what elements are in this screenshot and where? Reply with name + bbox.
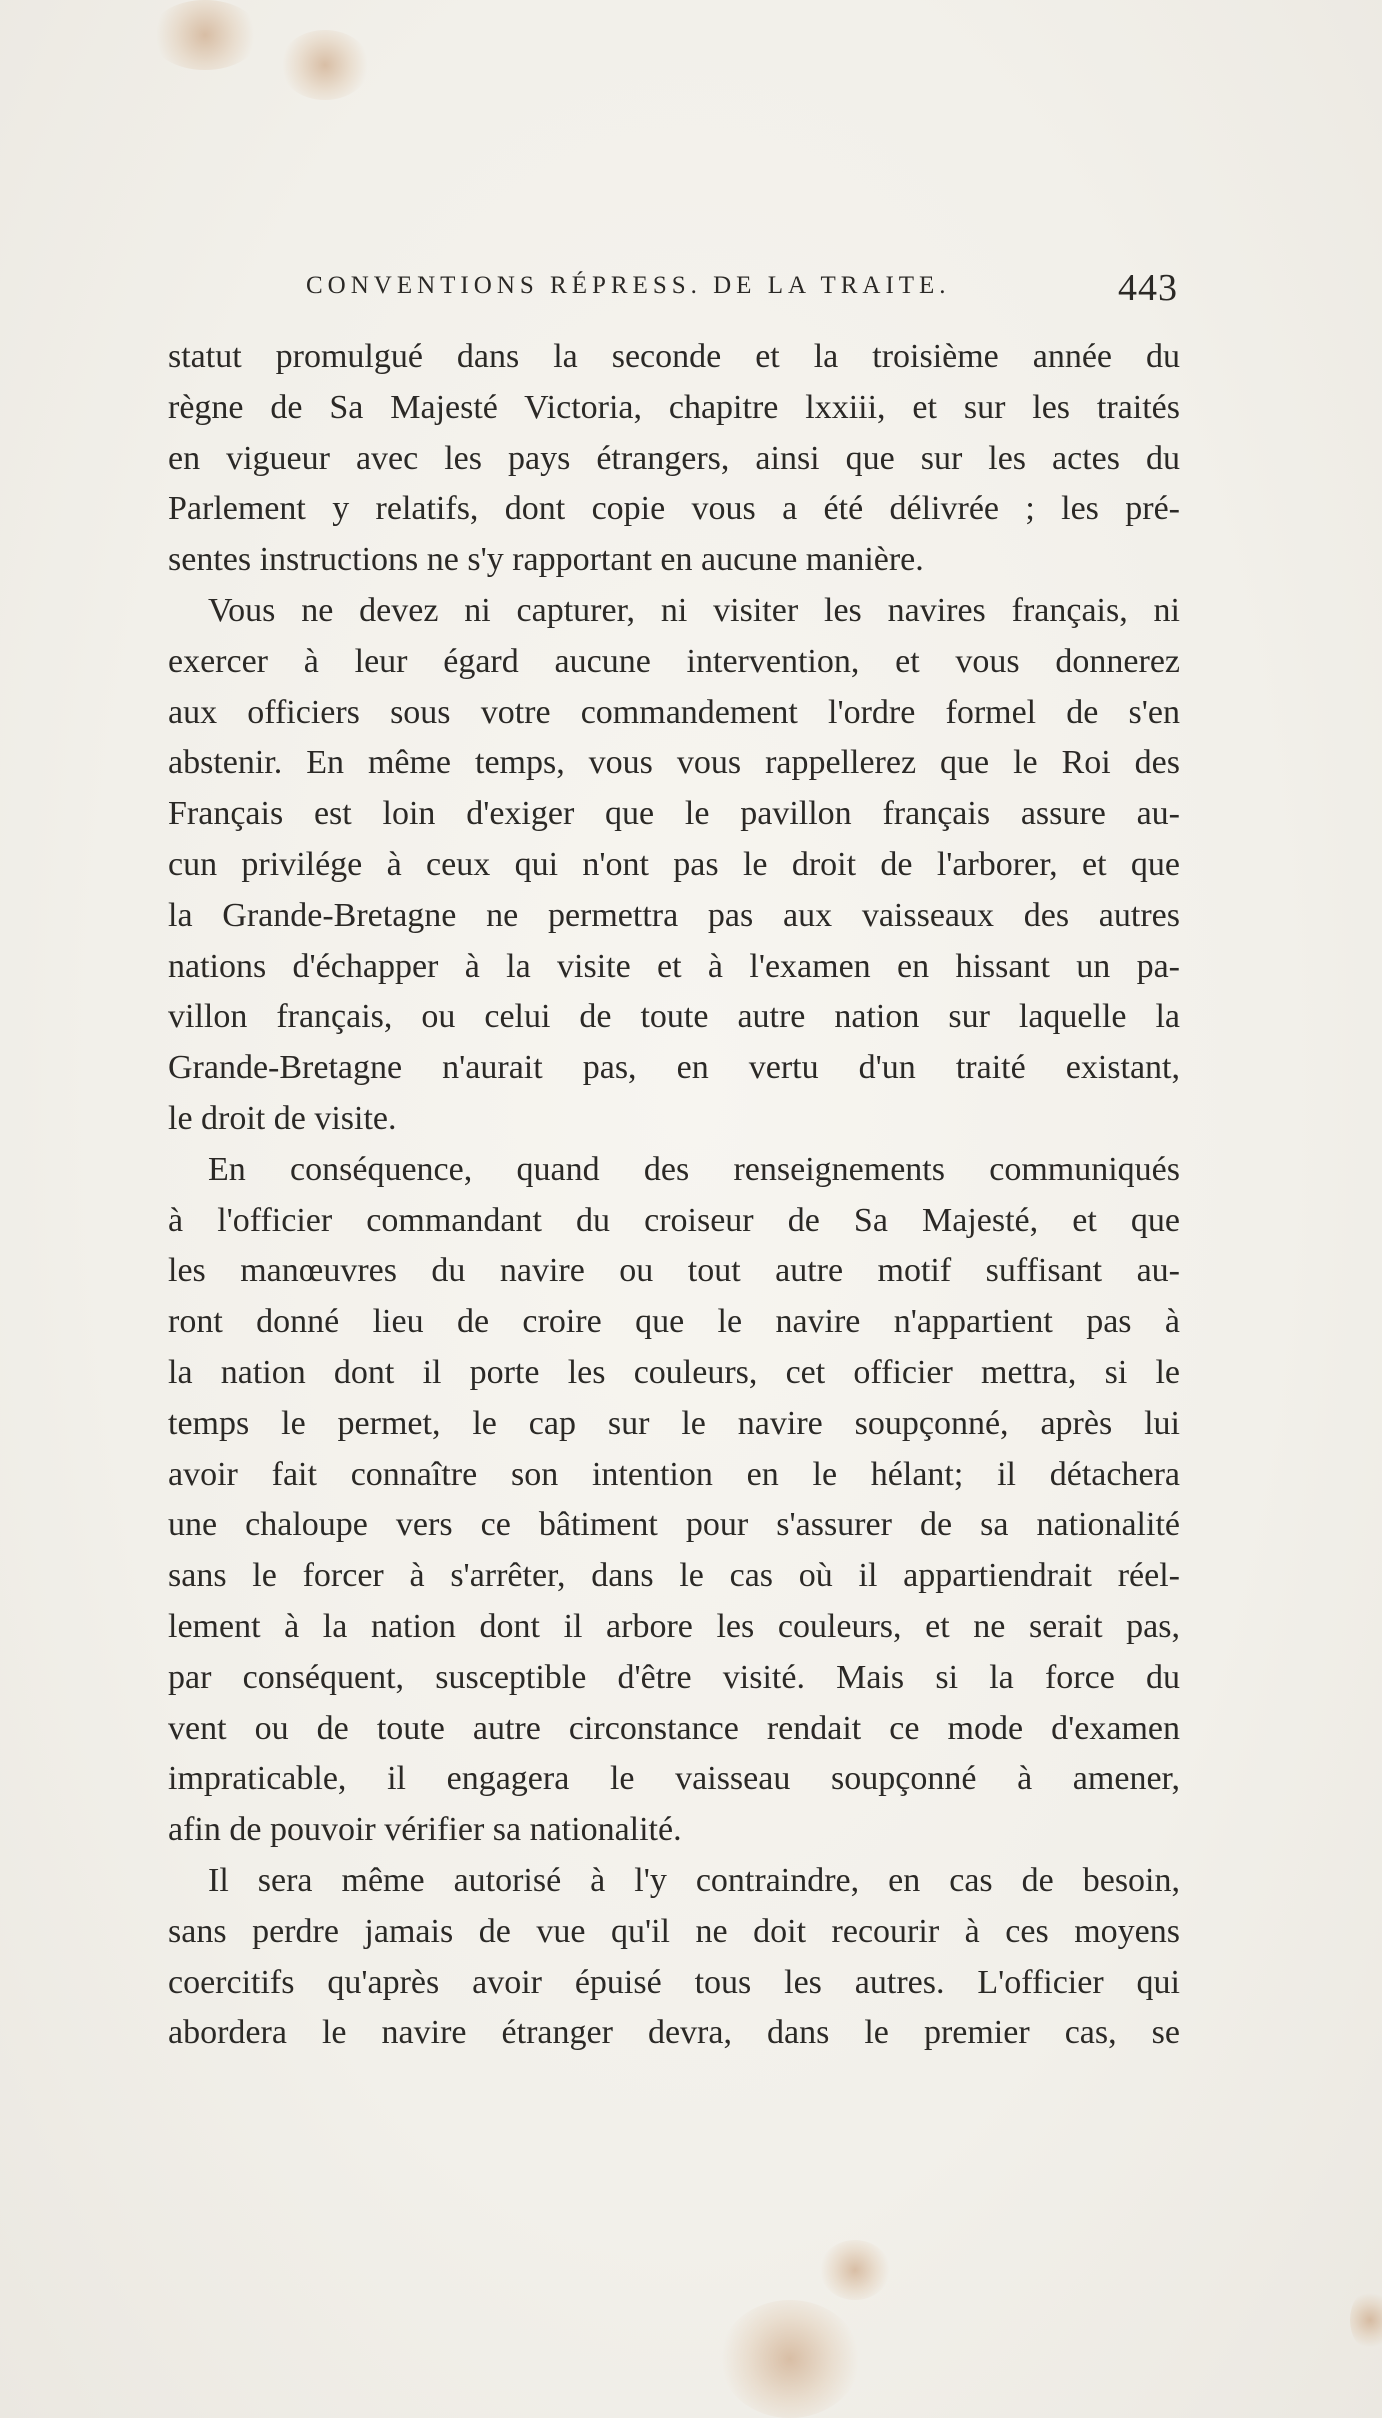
text-line: Parlement y relatifs, dont copie vous a été délivrée ; les pré-: [168, 490, 1180, 528]
text-line: lement à la nation dont il arbore les couleurs, et ne serait pas,: [168, 1607, 1180, 1645]
text-line: temps le permet, le cap sur le navire soupçonné, après lui: [168, 1404, 1180, 1442]
text-line: les manœuvres du navire ou tout autre motif suffisant au-: [168, 1252, 1180, 1290]
text-line: en vigueur avec les pays étrangers, ainsi que sur les actes du: [168, 439, 1180, 477]
running-header: [170, 266, 1178, 316]
paragraph-start-line: Vous ne devez ni capturer, ni visiter les navires français, ni: [208, 591, 1180, 629]
text-line: par conséquent, susceptible d'être visité. Mais si la force du: [168, 1658, 1180, 1696]
text-line: aux officiers sous votre commandement l'ordre formel de s'en: [168, 693, 1180, 731]
foxing-stain-bottom: [720, 2300, 860, 2418]
text-line: villon français, ou celui de toute autre nation sur laquelle la: [168, 998, 1180, 1036]
text-line: une chaloupe vers ce bâtiment pour s'assurer de sa nationalité: [168, 1506, 1180, 1544]
text-line: abstenir. En même temps, vous vous rappellerez que le Roi des: [168, 744, 1180, 782]
text-line: exercer à leur égard aucune intervention, et vous donnerez: [168, 642, 1180, 680]
paragraph-start-line: Il sera même autorisé à l'y contraindre, en cas de besoin,: [208, 1861, 1180, 1899]
text-line: la Grande-Bretagne ne permettra pas aux vaisseaux des autres: [168, 896, 1180, 934]
text-line: cun privilége à ceux qui n'ont pas le droit de l'arborer, et que: [168, 845, 1180, 883]
text-line: le droit de visite.: [168, 1099, 397, 1137]
text-line: sans le forcer à s'arrêter, dans le cas où il appartiendrait réel-: [168, 1557, 1180, 1595]
text-line: à l'officier commandant du croiseur de Sa Majesté, et que: [168, 1201, 1180, 1239]
text-line: ront donné lieu de croire que le navire n'appartient pas à: [168, 1303, 1180, 1341]
page-number: 443: [1118, 267, 1178, 309]
foxing-stain-right-edge: [1350, 2290, 1382, 2350]
text-line: sentes instructions ne s'y rapportant en aucune manière.: [168, 541, 924, 579]
paragraph-start-line: En conséquence, quand des renseignements communiqués: [208, 1150, 1180, 1188]
text-line: coercitifs qu'après avoir épuisé tous les autres. L'officier qui: [168, 1963, 1180, 2001]
text-line: Grande-Bretagne n'aurait pas, en vertu d'un traité existant,: [168, 1049, 1180, 1087]
text-line: Français est loin d'exiger que le pavillon français assure au-: [168, 795, 1180, 833]
text-line: afin de pouvoir vérifier sa nationalité.: [168, 1811, 682, 1849]
text-line: vent ou de toute autre circonstance rendait ce mode d'examen: [168, 1709, 1180, 1747]
foxing-stain-top-left: [150, 0, 260, 70]
text-line: avoir fait connaître son intention en le hélant; il détachera: [168, 1455, 1180, 1493]
text-line: statut promulgué dans la seconde et la troisième année du: [168, 338, 1180, 375]
text-line: abordera le navire étranger devra, dans le premier cas, se: [168, 2014, 1180, 2052]
text-line: nations d'échapper à la visite et à l'examen en hissant un pa-: [168, 947, 1180, 985]
running-title: CONVENTIONS RÉPRESS. DE LA TRAITE.: [306, 272, 951, 299]
foxing-stain-bottom-2: [820, 2240, 890, 2300]
text-line: règne de Sa Majesté Victoria, chapitre lxxiii, et sur les traités: [168, 388, 1180, 426]
text-line: impraticable, il engagera le vaisseau soupçonné à amener,: [168, 1760, 1180, 1798]
text-line: la nation dont il porte les couleurs, cet officier mettra, si le: [168, 1353, 1180, 1391]
foxing-stain-top: [280, 30, 370, 100]
text-line: sans perdre jamais de vue qu'il ne doit recourir à ces moyens: [168, 1912, 1180, 1950]
body-text: [168, 332, 1180, 2059]
